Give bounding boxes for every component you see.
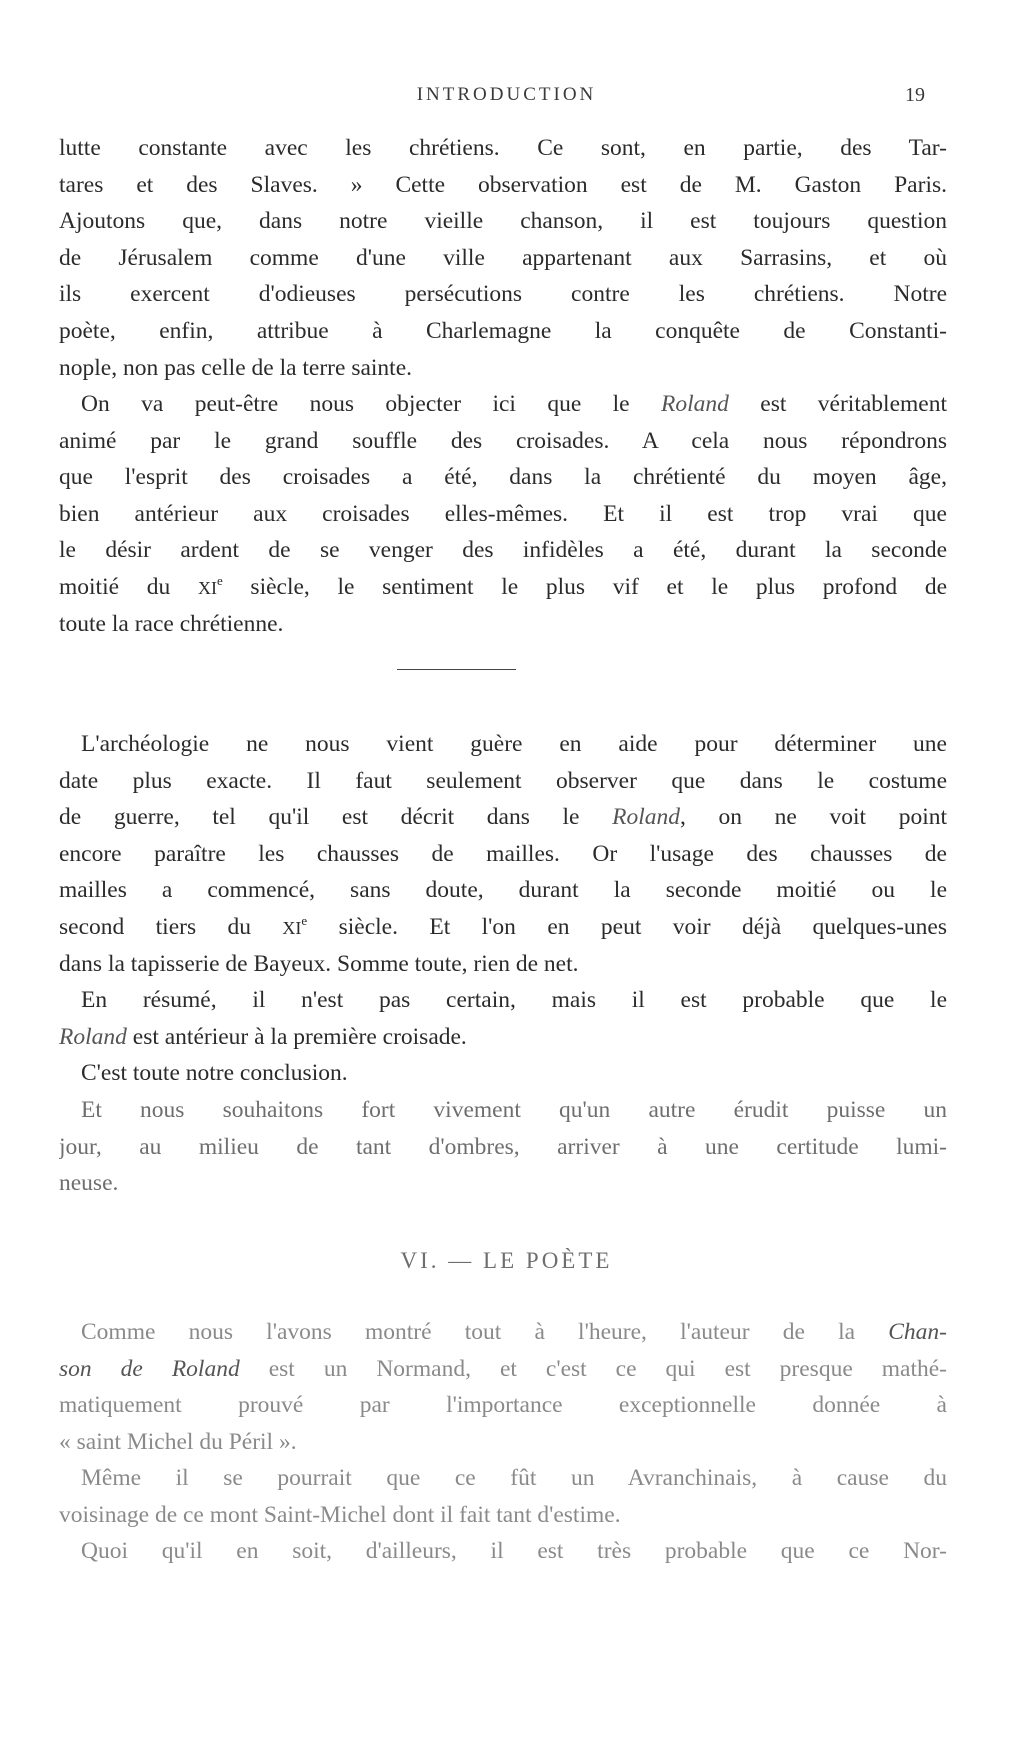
text-line: poète, enfin, attribue à Charlemagne la conquête de Constanti-: [59, 317, 947, 344]
text-line: neuse.: [59, 1170, 119, 1197]
paragraph-5: [59, 1055, 947, 1092]
text-line: toute la race chrétienne.: [59, 610, 284, 637]
text-line: Quoi qu'il en soit, d'ailleurs, il est très probable que ce Nor-: [81, 1538, 947, 1564]
italic-title: Chan-: [888, 1319, 947, 1345]
text-line: lutte constante avec les chrétiens. Ce sont, en partie, des Tar-: [59, 135, 947, 161]
paragraph-2: [59, 386, 947, 642]
text-line: que l'esprit des croisades a été, dans la chrétienté du moyen âge,: [59, 464, 947, 491]
text-line: matiquement prouvé par l'importance exceptionnelle donnée à: [59, 1392, 947, 1419]
paragraph-3: [59, 726, 947, 982]
italic-title: Roland: [661, 391, 729, 417]
text-line: Roland est antérieur à la première croisade.: [59, 1023, 467, 1050]
text-line: son de Roland est un Normand, et c'est ce qui est presque mathé-: [59, 1355, 947, 1382]
text-line: C'est toute notre conclusion.: [81, 1060, 348, 1086]
text-line: second tiers du XIe siècle. Et l'on en peut voir déjà quelques-unes: [59, 913, 947, 940]
text-line: Même il se pourrait que ce fût un Avranchinais, à cause du: [81, 1465, 947, 1491]
text-line: jour, au milieu de tant d'ombres, arriver à une certitude lumi-: [59, 1133, 947, 1160]
text-line: animé par le grand souffle des croisades. A cela nous répondrons: [59, 427, 947, 454]
text-line: On va peut-être nous objecter ici que le Roland est véritablement: [81, 391, 947, 417]
paragraph-6: [59, 1092, 947, 1202]
italic-title: son de Roland: [59, 1355, 240, 1382]
italic-title: Roland: [59, 1023, 127, 1050]
text-line: le désir ardent de se venger des infidèles a été, durant la seconde: [59, 537, 947, 564]
section-paragraph-3: [59, 1533, 947, 1570]
paragraph-4: [59, 982, 947, 1055]
text-line: moitié du XIe siècle, le sentiment le plus vif et le plus profond de: [59, 573, 947, 600]
text-line: En résumé, il n'est pas certain, mais il est probable que le: [81, 987, 947, 1013]
text-line: date plus exacte. Il faut seulement observer que dans le costume: [59, 767, 947, 794]
text-line: « saint Michel du Péril ».: [59, 1428, 297, 1455]
text-line: Et nous souhaitons fort vivement qu'un autre érudit puisse un: [81, 1097, 947, 1123]
text-line: dans la tapisserie de Bayeux. Somme toute, rien de net.: [59, 950, 579, 977]
text-line: bien antérieur aux croisades elles-mêmes. Et il est trop vrai que: [59, 500, 947, 527]
italic-title: Roland: [612, 804, 681, 831]
running-title: INTRODUCTION: [416, 84, 597, 105]
text-line: voisinage de ce mont Saint-Michel dont il fait tant d'estime.: [59, 1501, 621, 1528]
text-line: tares et des Slaves. » Cette observation est de M. Gaston Paris.: [59, 171, 947, 198]
running-header: [0, 84, 1013, 114]
text-line: de Jérusalem comme d'une ville appartenant aux Sarrasins, et où: [59, 244, 947, 271]
text-line: Ajoutons que, dans notre vieille chanson, il est toujours question: [59, 208, 947, 235]
section-divider: [397, 669, 516, 670]
section-heading: VI. — LE POÈTE: [400, 1248, 613, 1273]
paragraph-1: [59, 130, 947, 386]
text-line: ils exercent d'odieuses persécutions contre les chrétiens. Notre: [59, 281, 947, 308]
text-line: Comme nous l'avons montré tout à l'heure, l'auteur de la Chan-: [81, 1319, 947, 1345]
text-line: mailles a commencé, sans doute, durant la seconde moitié ou le: [59, 877, 947, 904]
page-number: 19: [905, 84, 925, 106]
text-line: nople, non pas celle de la terre sainte.: [59, 354, 413, 381]
text-line: de guerre, tel qu'il est décrit dans le Roland, on ne voit point: [59, 804, 947, 831]
text-line: encore paraître les chausses de mailles. Or l'usage des chausses de: [59, 840, 947, 867]
section-paragraph-2: [59, 1460, 947, 1533]
section-paragraph-1: [59, 1314, 947, 1460]
text-line: L'archéologie ne nous vient guère en aide pour déterminer une: [81, 731, 947, 757]
